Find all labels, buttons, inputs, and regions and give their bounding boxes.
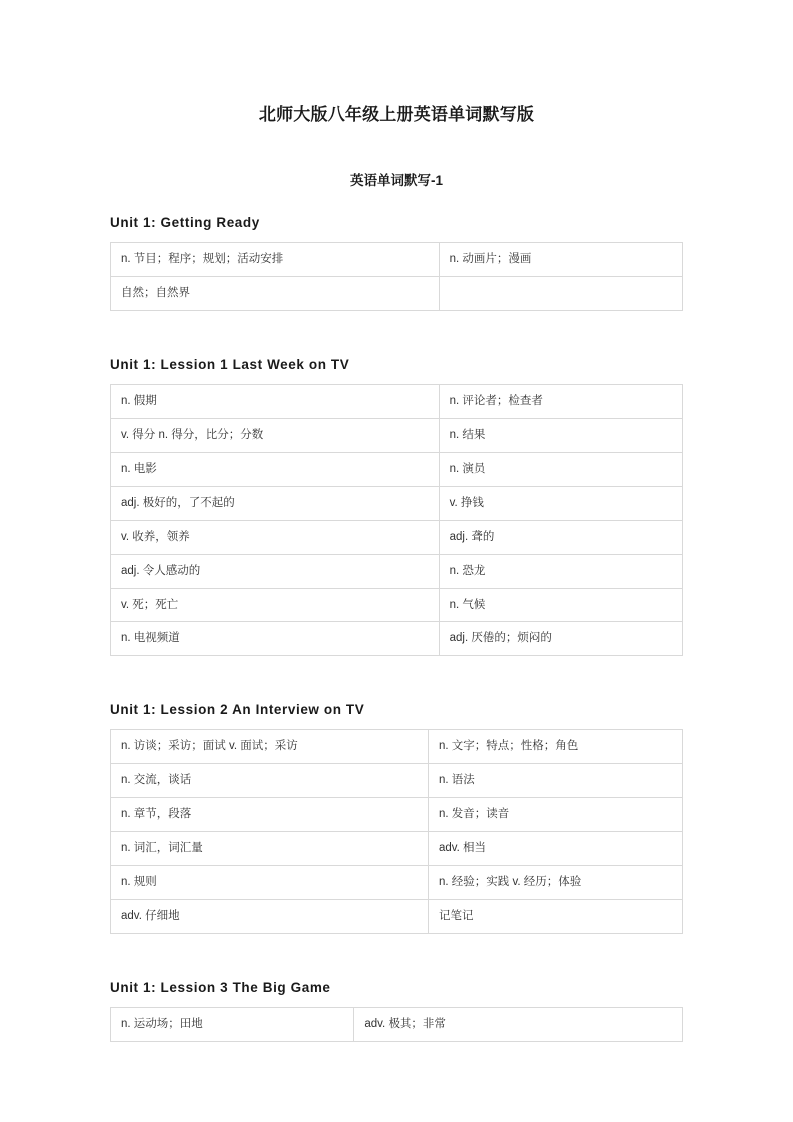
table-cell: n. 发音；读音 — [428, 798, 682, 832]
table-cell: n. 词汇，词汇量 — [111, 832, 429, 866]
word-table — [110, 242, 683, 311]
table-row — [111, 832, 683, 866]
table-cell: n. 运动场；田地 — [111, 1008, 354, 1042]
table-cell: n. 气候 — [439, 588, 682, 622]
table-row — [111, 730, 683, 764]
table-row — [111, 520, 683, 554]
table-cell: adj. 令人感动的 — [111, 554, 440, 588]
table-cell: adj. 厌倦的；烦闷的 — [439, 622, 682, 656]
table-row — [111, 900, 683, 934]
word-table — [110, 729, 683, 934]
table-row — [111, 764, 683, 798]
table-cell: v. 挣钱 — [439, 486, 682, 520]
table-cell: adv. 仔细地 — [111, 900, 429, 934]
table-cell: adj. 聋的 — [439, 520, 682, 554]
table-row — [111, 554, 683, 588]
section-lesson-1 — [110, 357, 683, 657]
table-cell: n. 交流，谈话 — [111, 764, 429, 798]
table-row — [111, 452, 683, 486]
table-cell: v. 收养，领养 — [111, 520, 440, 554]
table-row — [111, 418, 683, 452]
table-cell: n. 动画片；漫画 — [439, 243, 682, 277]
table-cell: adj. 极好的，了不起的 — [111, 486, 440, 520]
table-row — [111, 486, 683, 520]
table-row — [111, 1008, 683, 1042]
table-cell: 自然；自然界 — [111, 276, 440, 310]
section-heading: Unit 1: Lession 2 An Interview on TV — [110, 702, 365, 718]
page-subtitle: 英语单词默写-1 — [349, 173, 443, 188]
table-cell: n. 规则 — [111, 866, 429, 900]
table-cell: n. 节目；程序；规划；活动安排 — [111, 243, 440, 277]
table-cell: adv. 相当 — [428, 832, 682, 866]
section-getting-ready — [110, 215, 683, 311]
table-cell: n. 恐龙 — [439, 554, 682, 588]
table-cell: n. 章节，段落 — [111, 798, 429, 832]
table-row — [111, 276, 683, 310]
table-cell: n. 结果 — [439, 418, 682, 452]
page-title: 北师大版八年级上册英语单词默写版 — [258, 105, 535, 124]
table-cell: n. 评论者；检查者 — [439, 384, 682, 418]
section-lesson-2 — [110, 702, 683, 934]
table-cell: n. 演员 — [439, 452, 682, 486]
section-heading: Unit 1: Lession 3 The Big Game — [110, 980, 331, 995]
table-cell: v. 得分 n. 得分，比分；分数 — [111, 418, 440, 452]
table-cell: n. 访谈；采访；面试 v. 面试；采访 — [111, 730, 429, 764]
table-row — [111, 866, 683, 900]
table-cell: n. 文字；特点；性格；角色 — [428, 730, 682, 764]
table-cell-empty — [439, 276, 682, 310]
table-cell: n. 语法 — [428, 764, 682, 798]
table-cell: n. 电视频道 — [111, 622, 440, 656]
section-heading: Unit 1: Getting Ready — [110, 215, 260, 230]
section-lesson-3 — [110, 980, 683, 1042]
table-cell: 记笔记 — [428, 900, 682, 934]
table-cell: n. 电影 — [111, 452, 440, 486]
table-cell: n. 假期 — [111, 384, 440, 418]
table-row — [111, 243, 683, 277]
section-heading: Unit 1: Lession 1 Last Week on TV — [110, 356, 350, 372]
table-row — [111, 588, 683, 622]
table-cell: adv. 极其；非常 — [354, 1008, 683, 1042]
table-row — [111, 622, 683, 656]
table-cell: n. 经验；实践 v. 经历；体验 — [428, 866, 682, 900]
word-table — [110, 384, 683, 657]
table-row — [111, 384, 683, 418]
word-table — [110, 1007, 683, 1042]
table-cell: v. 死；死亡 — [111, 588, 440, 622]
table-row — [111, 798, 683, 832]
